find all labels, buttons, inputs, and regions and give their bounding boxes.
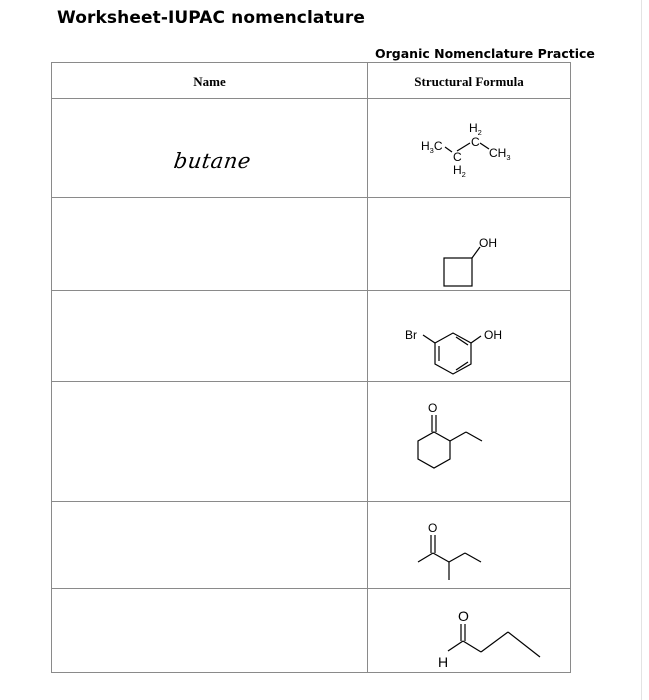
structural-formula-cell [368,589,571,673]
structural-formula-cell [368,99,571,198]
atom-label-h2-top: $H_2$ [469,121,482,137]
atom-label-o: O [458,608,469,624]
atom-label-o: O [428,401,438,415]
table-row [52,99,571,198]
nomenclature-table [51,62,571,673]
name-answer-cell[interactable] [52,99,368,198]
structural-formula-cell [368,291,571,382]
atom-label-h3c: $H_3C$ [421,139,443,155]
worksheet-subtitle: Organic Nomenclature Practice [375,46,595,61]
ethylcyclohexanone-structure [368,382,572,502]
table-row [52,502,571,589]
table-header-row [52,63,571,99]
table-row [52,382,571,502]
cyclobutylmethanol-structure [368,198,572,291]
header-structural-formula: Structural Formula [368,63,571,99]
table-row [52,198,571,291]
table-row [52,589,571,673]
header-name: Name [52,63,368,99]
worksheet-title: Worksheet-IUPAC nomenclature [57,8,366,28]
atom-label-o: O [428,521,438,535]
atom-label-ch3: $CH_3$ [489,146,511,162]
table-row [52,291,571,382]
atom-label-c-top: C [471,135,480,149]
butanal-structure [368,589,572,673]
atom-label-oh: OH [479,236,497,250]
butane-structure [368,99,572,198]
atom-label-h: H [438,654,449,670]
name-answer-cell[interactable] [52,291,368,382]
atom-label-c-mid: C [453,150,462,164]
atom-label-oh: OH [484,328,502,342]
handwritten-answer: butane [172,149,253,173]
structural-formula-cell [368,502,571,589]
atom-label-br: Br [405,328,417,342]
name-answer-cell[interactable] [52,382,368,502]
structural-formula-cell [368,198,571,291]
atom-label-h2-bottom: $H_2$ [453,163,466,179]
name-answer-cell[interactable] [52,502,368,589]
name-answer-cell[interactable] [52,198,368,291]
name-answer-cell[interactable] [52,589,368,673]
methylpentanone-structure [368,502,572,589]
structural-formula-cell [368,382,571,502]
bromobenzyl-alcohol-structure [368,291,572,382]
